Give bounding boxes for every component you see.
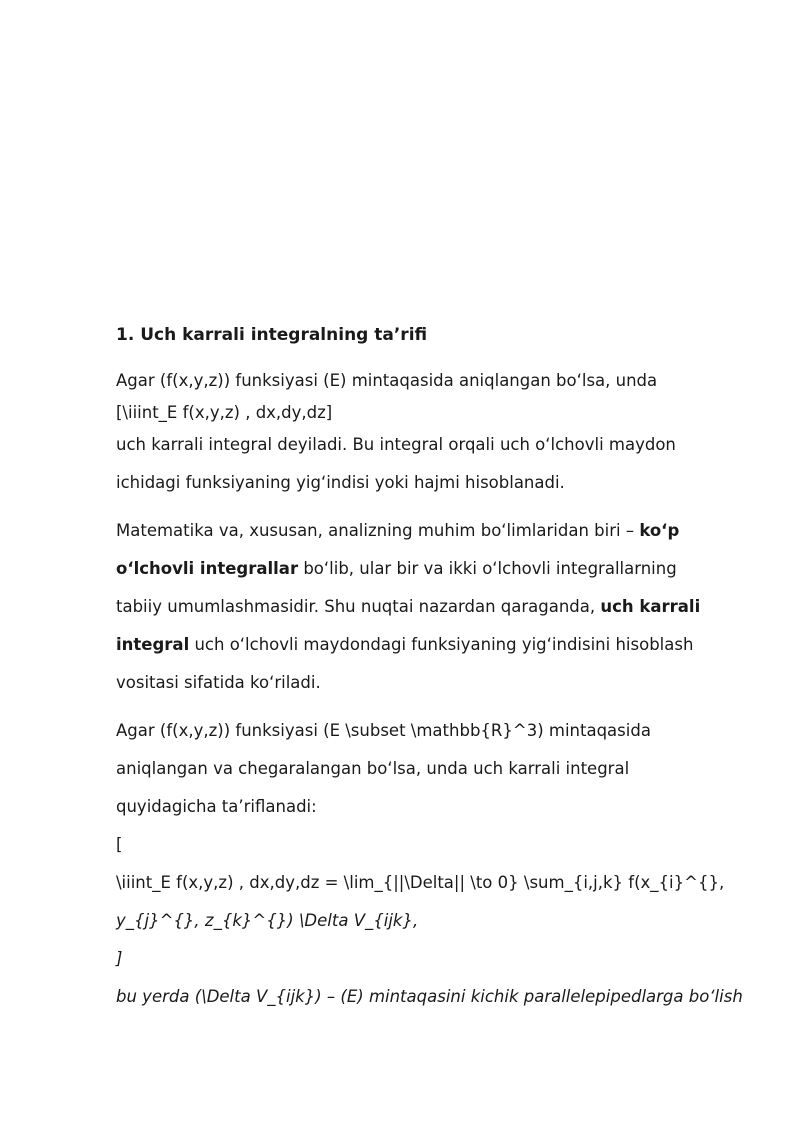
formula-line: y_{j}^{}, z_{k}^{}) \Delta V_{ijk}, <box>116 911 419 930</box>
text-run: Matematika va, xususan, analizning muhim bo‘limlaridan biri – <box>116 521 640 540</box>
paragraph-line: aniqlangan va chegaralangan bo‘lsa, unda uch karrali integral <box>116 759 630 778</box>
paragraph-formal-definition <box>116 712 746 1016</box>
bold-text: o‘lchovli integrallar <box>116 559 299 578</box>
text-run: tabiiy umumlashmasidir. Shu nuqtai nazardan qaraganda, <box>116 597 601 616</box>
bold-text: uch karrali <box>600 597 701 616</box>
paragraph-definition <box>116 362 746 502</box>
paragraph-line: bu yerda (\Delta V_{ijk}) – (E) mintaqasini kichik parallelepipedlarga bo‘lish <box>116 987 743 1006</box>
paragraph-line <box>116 550 746 588</box>
paragraph-line <box>116 626 746 664</box>
formula-line: \iiint_E f(x,y,z) , dx,dy,dz = \lim_{||\Delta|| \to 0} \sum_{i,j,k} f(x_{i}^{}, <box>116 873 725 892</box>
paragraph-line <box>116 512 746 550</box>
formula-close-bracket: ] <box>116 949 123 968</box>
paragraph-line: Agar (f(x,y,z)) funksiyasi (E) mintaqasida aniqlangan bo‘lsa, unda <box>116 371 658 390</box>
bold-text: ko‘p <box>639 521 680 540</box>
text-run: bo‘lib, ular bir va ikki o‘lchovli integrallarning <box>298 559 677 578</box>
formula-open-bracket: [ <box>116 835 123 854</box>
formula-line: [\iiint_E f(x,y,z) , dx,dy,dz] <box>116 403 333 422</box>
paragraph-line: vositasi sifatida ko‘riladi. <box>116 673 321 692</box>
text-run: uch o‘lchovli maydondagi funksiyaning yig‘indisini hisoblash <box>189 635 694 654</box>
paragraph-line: quyidagicha ta’riflanadi: <box>116 797 317 816</box>
paragraph-intro <box>116 512 746 702</box>
paragraph-line: uch karrali integral deyiladi. Bu integral orqali uch o‘lchovli maydon <box>116 435 676 454</box>
document-page <box>116 318 746 1026</box>
paragraph-line: Agar (f(x,y,z)) funksiyasi (E \subset \mathbb{R}^3) mintaqasida <box>116 721 651 740</box>
paragraph-line: ichidagi funksiyaning yig‘indisi yoki hajmi hisoblanadi. <box>116 473 565 492</box>
paragraph-line <box>116 588 746 626</box>
bold-text: integral <box>116 635 190 654</box>
section-heading: 1. Uch karrali integralning ta’rifi <box>116 325 428 345</box>
